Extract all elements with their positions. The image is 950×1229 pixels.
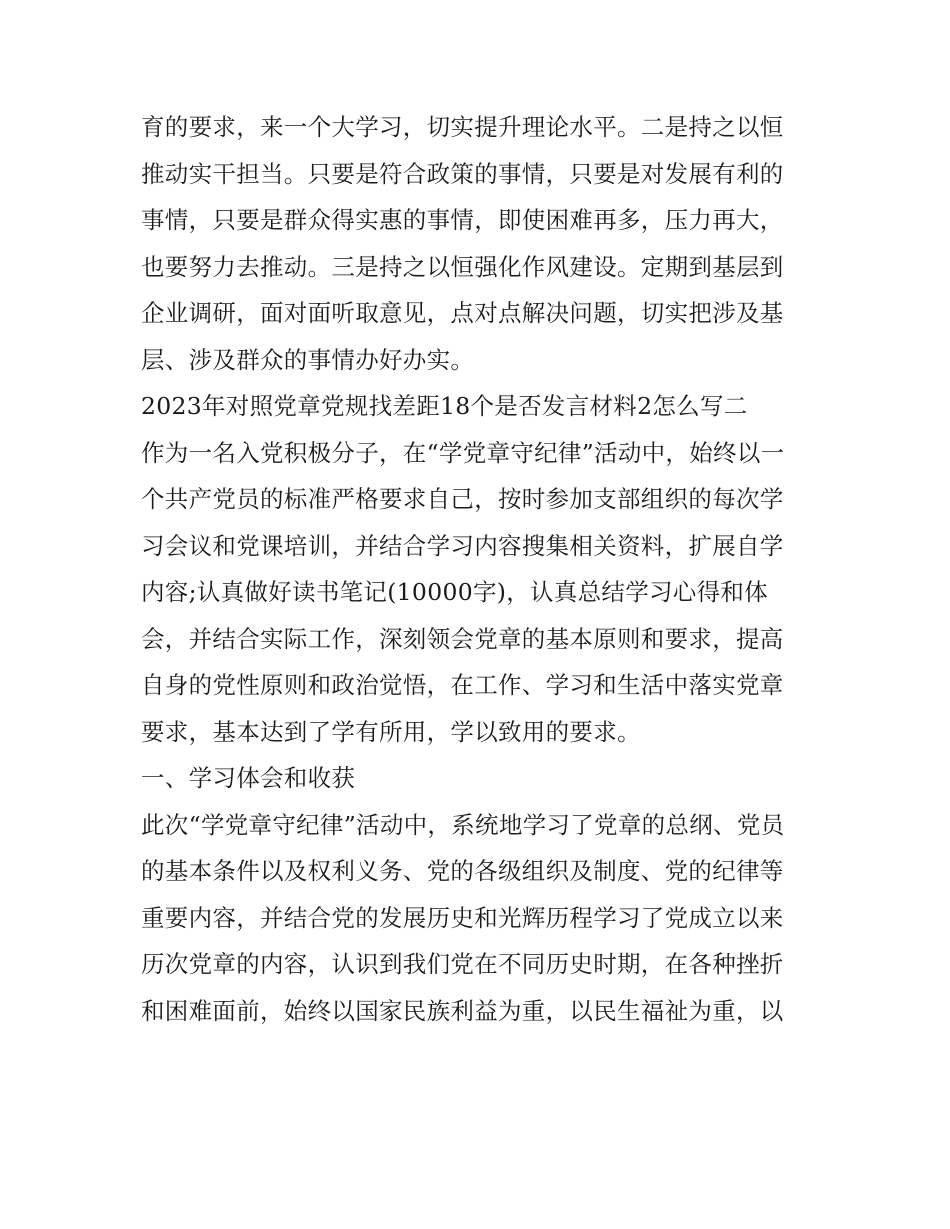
- text-line: 推动实干担当。只要是符合政策的事情，只要是对发展有利的: [141, 159, 784, 188]
- text-line: 和困难面前，始终以国家民族利益为重，以民生福祉为重，以: [141, 996, 784, 1025]
- text-line: 要求，基本达到了学有所用，学以致用的要求。: [141, 717, 641, 746]
- text-line: 自身的党性原则和政治觉悟，在工作、学习和生活中落实党章: [141, 671, 784, 699]
- text-line: 事情，只要是群众得实惠的事情，即使困难再多，压力再大，: [141, 206, 784, 234]
- document-body: [141, 104, 821, 1034]
- text-line: 个共产党员的标准严格要求自己，按时参加支部组织的每次学: [141, 485, 784, 513]
- text-line: 的基本条件以及权利义务、党的各级组织及制度、党的纪律等: [141, 857, 784, 885]
- text-line: 作为一名入党积极分子，在“学党章守纪律”活动中，始终以一: [141, 438, 785, 467]
- text-line: 会，并结合实际工作，深刻领会党章的基本原则和要求，提高: [141, 624, 784, 653]
- text-line: 内容;认真做好读书笔记(10000字)，认真总结学习心得和体: [141, 578, 769, 606]
- text-line: 企业调研，面对面听取意见，点对点解决问题，切实把涉及基: [141, 299, 784, 327]
- text-line: 育的要求，来一个大学习，切实提升理论水平。二是持之以恒: [141, 113, 784, 141]
- text-line: 历次党章的内容，认识到我们党在不同历史时期，在各种挫折: [141, 950, 784, 978]
- text-line: 习会议和党课培训，并结合学习内容搜集相关资料，扩展自学: [141, 531, 784, 560]
- section-heading: 一、学习体会和收获: [141, 764, 356, 792]
- text-line: 也要努力去推动。三是持之以恒强化作风建设。定期到基层到: [141, 252, 784, 281]
- text-line: 层、涉及群众的事情办好办实。: [141, 345, 475, 374]
- text-line: 重要内容，并结合党的发展历史和光辉历程学习了党成立以来: [141, 903, 784, 932]
- heading-line: 2023年对照党章党规找差距18个是否发言材料2怎么写二: [141, 392, 748, 420]
- text-line: 此次“学党章守纪律”活动中，系统地学习了党章的总纲、党员: [141, 810, 785, 839]
